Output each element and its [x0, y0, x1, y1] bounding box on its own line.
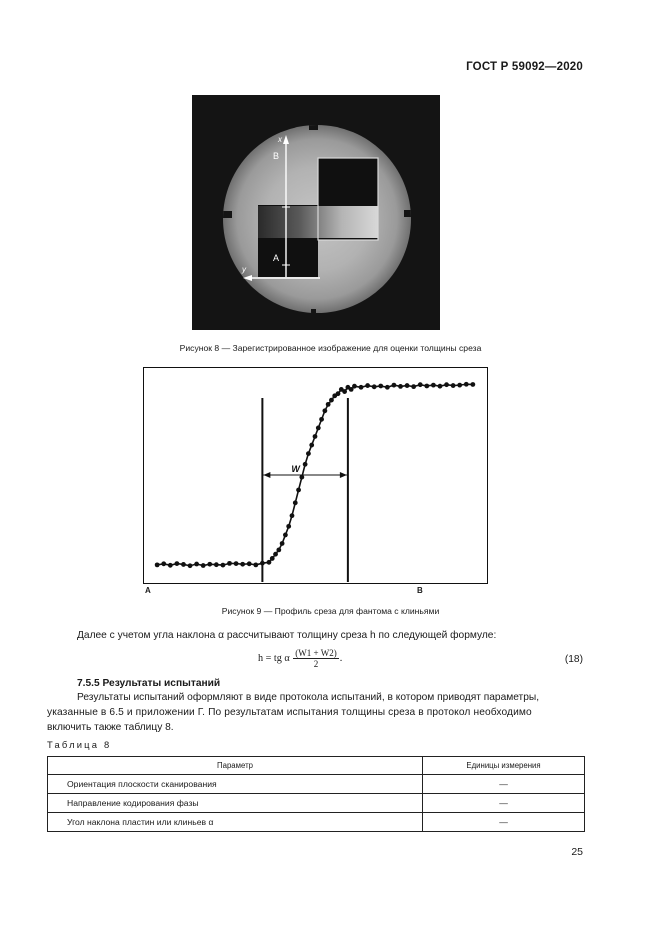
profile-label-b: B	[417, 586, 423, 595]
profile-point	[286, 524, 291, 529]
profile-point	[280, 541, 285, 546]
notch-bottom	[311, 309, 316, 319]
profile-point	[247, 561, 252, 566]
profile-point	[352, 384, 357, 389]
profile-point	[316, 426, 321, 431]
profile-point	[174, 561, 179, 566]
label-x: x	[278, 135, 282, 144]
profile-point	[411, 384, 416, 389]
profile-point	[424, 384, 429, 389]
profile-point	[161, 561, 166, 566]
notch-left	[220, 211, 232, 218]
profile-point	[336, 391, 341, 396]
notch-right	[404, 210, 416, 217]
figure-8-caption: Рисунок 8 — Зарегистрированное изображение для оценки толщины среза	[179, 343, 482, 353]
profile-point	[207, 562, 212, 567]
profile-point	[326, 402, 331, 407]
profile-point	[451, 383, 456, 388]
w-arrow-left	[263, 472, 270, 478]
formula-18	[258, 648, 342, 669]
results-paragraph-line3: включить также таблицу 8.	[47, 722, 174, 733]
profile-point	[270, 556, 275, 561]
figure-9-caption: Рисунок 9 — Профиль среза для фантома с клиньями	[221, 606, 440, 616]
profile-point	[444, 382, 449, 387]
table-cell-units: —	[423, 794, 585, 813]
profile-point	[267, 560, 272, 565]
profile-point	[431, 383, 436, 388]
table-cell-parameter: Угол наклона пластин или клиньев α	[48, 813, 423, 832]
notch-top	[309, 121, 318, 130]
table-row	[48, 794, 585, 813]
profile-point	[365, 383, 370, 388]
table-cell-units: —	[423, 813, 585, 832]
profile-point	[227, 561, 232, 566]
profile-point	[385, 385, 390, 390]
table-header-parameter: Параметр	[48, 757, 423, 775]
figure-9-profile-chart	[143, 367, 488, 584]
table-row	[48, 775, 585, 794]
profile-point	[194, 562, 199, 567]
phantom-image-svg	[192, 95, 440, 330]
profile-point	[201, 563, 206, 568]
table-header-units: Единицы измерения	[423, 757, 585, 775]
profile-point	[319, 417, 324, 422]
label-y: y	[242, 265, 246, 274]
profile-label-a: A	[145, 586, 151, 595]
profile-point	[260, 561, 265, 566]
profile-point	[342, 389, 347, 394]
results-paragraph-line2: указанные в 6.5 и приложении Г. По результатам испытания толщины среза в протокол необходимо	[47, 707, 532, 718]
profile-point	[329, 398, 334, 403]
formula-intro-text: Далее с учетом угла наклона α рассчитывают толщину среза h по следующей формуле:	[77, 630, 497, 641]
profile-point	[457, 383, 462, 388]
profile-point	[214, 562, 219, 567]
profile-point	[221, 563, 226, 568]
profile-point	[290, 513, 295, 518]
formula-number: (18)	[564, 654, 583, 665]
profile-point	[273, 552, 278, 557]
profile-point	[303, 462, 308, 467]
profile-point	[293, 500, 298, 505]
profile-point	[378, 384, 383, 389]
figure-8-mri-image	[192, 95, 440, 330]
profile-point	[438, 384, 443, 389]
label-a: A	[273, 253, 280, 263]
w-arrow-right	[340, 472, 347, 478]
profile-point	[392, 383, 397, 388]
section-title: 7.5.5 Результаты испытаний	[77, 678, 221, 689]
profile-point	[359, 385, 364, 390]
formula-lhs: h = tg α	[258, 652, 290, 664]
formula-denominator: 2	[313, 659, 319, 669]
profile-point	[309, 443, 314, 448]
document-header: ГОСТ Р 59092—2020	[466, 61, 583, 73]
profile-point	[470, 382, 475, 387]
profile-point	[240, 562, 245, 567]
label-b: B	[273, 151, 280, 161]
profile-svg	[144, 368, 486, 582]
table-8-caption: Таблица 8	[47, 739, 112, 750]
profile-point	[155, 562, 160, 567]
table-cell-parameter: Ориентация плоскости сканирования	[48, 775, 423, 794]
table-row	[48, 813, 585, 832]
profile-point	[398, 384, 403, 389]
profile-point	[253, 562, 258, 567]
profile-point	[283, 533, 288, 538]
profile-point	[313, 434, 318, 439]
profile-point	[296, 488, 301, 493]
profile-point	[418, 382, 423, 387]
profile-point	[234, 561, 239, 566]
formula-fraction	[293, 648, 338, 669]
table-cell-units: —	[423, 775, 585, 794]
formula-numerator: (W1 + W2)	[295, 648, 337, 658]
profile-point	[188, 563, 193, 568]
profile-point	[372, 384, 377, 389]
profile-point	[405, 383, 410, 388]
table-header-row	[48, 757, 585, 775]
w-label: W	[291, 464, 300, 474]
profile-point	[306, 451, 311, 456]
table-8	[47, 756, 585, 832]
table-cell-parameter: Направление кодирования фазы	[48, 794, 423, 813]
results-paragraph-line1: Результаты испытаний оформляют в виде протокола испытаний, в котором приводят параметры,	[77, 692, 540, 703]
page-number: 25	[571, 846, 583, 858]
profile-point	[181, 562, 186, 567]
formula-tail: .	[339, 652, 343, 664]
profile-point	[322, 408, 327, 413]
profile-point	[276, 548, 281, 553]
profile-point	[464, 382, 469, 387]
profile-point	[168, 563, 173, 568]
